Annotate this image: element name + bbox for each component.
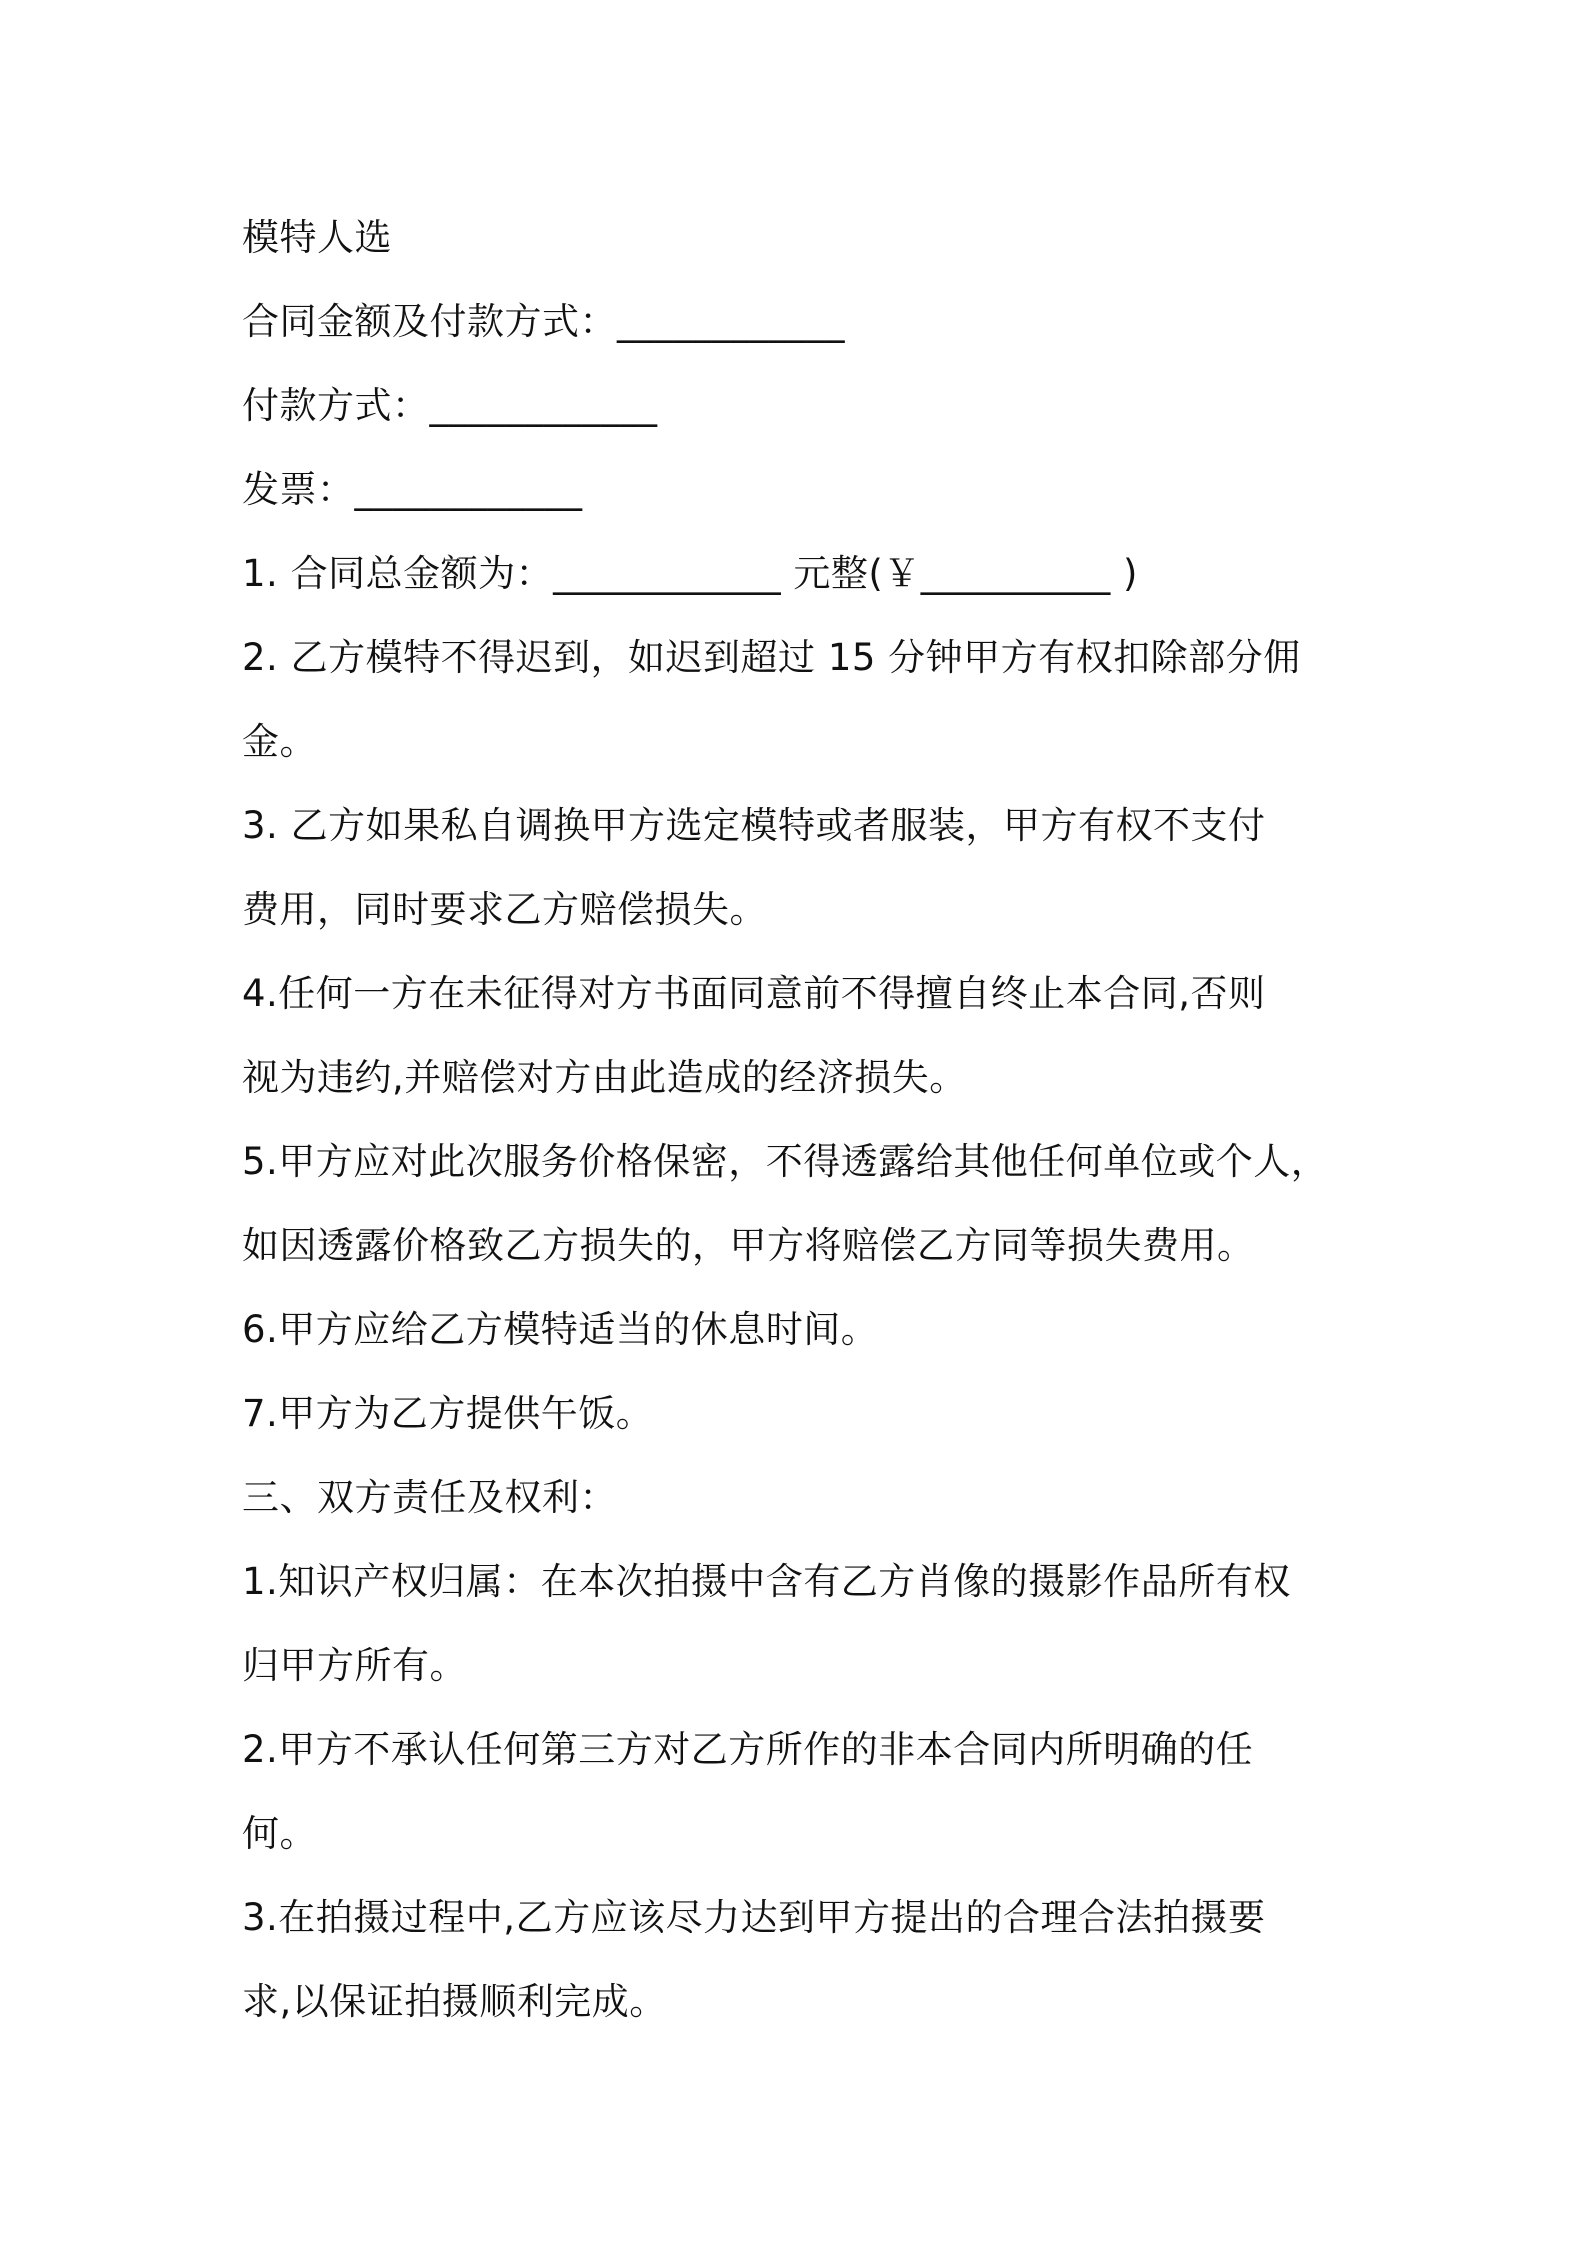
clause-6: 6.甲方应给乙方模特适当的休息时间。	[242, 1308, 879, 1351]
clause-4-line-1: 4.任何一方在未征得对方书面同意前不得擅自终止本合同,否则	[242, 972, 1266, 1015]
clause-1-total-amount: 1. 合同总金额为：____________ 元整(￥__________ )	[242, 552, 1138, 595]
section-3-item-1-line-2: 归甲方所有。	[242, 1644, 467, 1687]
clause-3-line-2: 费用，同时要求乙方赔偿损失。	[242, 888, 767, 931]
document-body	[242, 196, 1382, 2044]
section-3-heading: 三、双方责任及权利：	[242, 1476, 617, 1519]
invoice-line: 发票：____________	[242, 468, 583, 511]
clause-5-line-2: 如因透露价格致乙方损失的，甲方将赔偿乙方同等损失费用。	[242, 1224, 1255, 1267]
clause-2-line-1: 2. 乙方模特不得迟到，如迟到超过 15 分钟甲方有权扣除部分佣	[242, 636, 1301, 679]
section-3-item-2-line-1: 2.甲方不承认任何第三方对乙方所作的非本合同内所明确的任	[242, 1728, 1254, 1771]
clause-3-line-1: 3. 乙方如果私自调换甲方选定模特或者服装，甲方有权不支付	[242, 804, 1266, 847]
heading-model-selection: 模特人选	[242, 216, 392, 259]
payment-method-line: 付款方式：____________	[242, 384, 658, 427]
section-3-item-2-line-2: 何。	[242, 1812, 317, 1855]
clause-5-line-1: 5.甲方应对此次服务价格保密，不得透露给其他任何单位或个人，	[242, 1140, 1329, 1183]
section-3-item-3-line-1: 3.在拍摄过程中,乙方应该尽力达到甲方提出的合理合法拍摄要	[242, 1896, 1266, 1939]
clause-2-line-2: 金。	[242, 720, 317, 763]
section-3-item-1-line-1: 1.知识产权归属：在本次拍摄中含有乙方肖像的摄影作品所有权	[242, 1560, 1291, 1603]
clause-7: 7.甲方为乙方提供午饭。	[242, 1392, 654, 1435]
contract-amount-line: 合同金额及付款方式：____________	[242, 300, 845, 343]
section-3-item-3-line-2: 求,以保证拍摄顺利完成。	[242, 1980, 667, 2023]
clause-4-line-2: 视为违约,并赔偿对方由此造成的经济损失。	[242, 1056, 967, 1099]
